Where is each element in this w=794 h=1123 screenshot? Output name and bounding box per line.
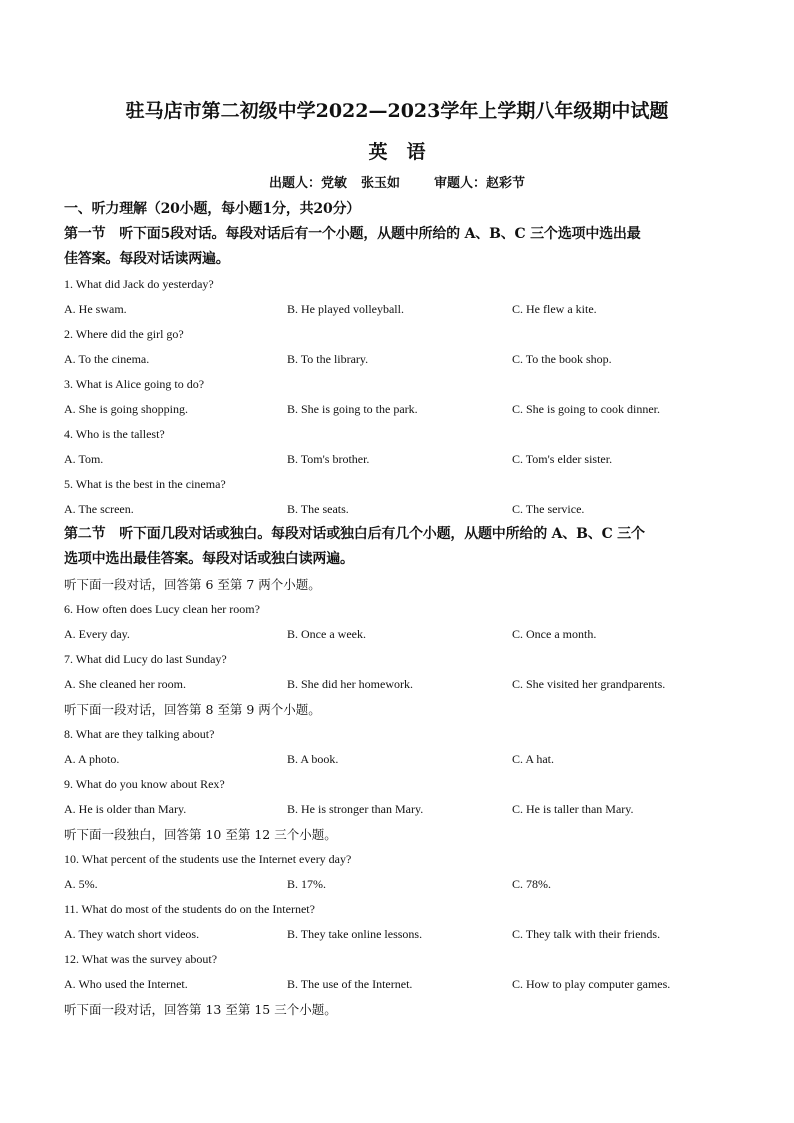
option-b: B. To the library. [287, 352, 369, 366]
option-a: A. He swam. [64, 302, 127, 316]
option-c: C. Tom's elder sister. [512, 452, 613, 466]
question-stem: 9. What do you know about Rex? [64, 777, 225, 791]
question-stem: 6. How often does Lucy clean her room? [64, 602, 260, 616]
section-heading: 选项中选出最佳答案。每段对话或独白读两遍。 [64, 551, 354, 567]
option-b: B. He is stronger than Mary. [287, 802, 424, 816]
option-c: C. She visited her grandparents. [512, 677, 666, 691]
option-a: A. To the cinema. [64, 352, 150, 366]
question-stem: 5. What is the best in the cinema? [64, 477, 226, 491]
option-b: B. They take online lessons. [287, 927, 423, 941]
setter-label: 出题人：党敏 [268, 176, 347, 191]
authors-line [0, 172, 794, 191]
listening-instruction: 听下面一段独白，回答第 10 至第 12 三个小题。 [64, 827, 337, 842]
section-heading: 一、听力理解（20小题，每小题1分，共20分） [64, 201, 361, 217]
listening-instruction: 听下面一段对话，回答第 13 至第 15 三个小题。 [64, 1002, 337, 1017]
question-stem: 7. What did Lucy do last Sunday? [64, 652, 227, 666]
option-a: A. Who used the Internet. [64, 977, 188, 991]
option-c: C. He is taller than Mary. [512, 802, 634, 816]
options-row [64, 747, 736, 772]
reviewer-label: 审题人：赵彩节 [434, 176, 526, 191]
section-heading: 第一节 听下面5段对话。每段对话后有一个小题，从题中所给的 A、B、C 三个选项中选出最 [64, 226, 641, 242]
option-c: C. She is going to cook dinner. [512, 402, 660, 416]
option-b: B. She is going to the park. [287, 402, 418, 416]
options-row [64, 972, 736, 997]
option-a: A. Every day. [64, 627, 130, 641]
options-row [64, 872, 736, 897]
section-heading: 第二节 听下面几段对话或独白。每段对话或独白后有几个小题，从题中所给的 A、B、C 三个 [64, 526, 645, 542]
option-c: C. To the book shop. [512, 352, 612, 366]
question-stem: 8. What are they talking about? [64, 727, 215, 741]
options-row [64, 447, 736, 472]
option-c: C. How to play computer games. [512, 977, 671, 991]
options-row [64, 497, 736, 522]
option-b: B. She did her homework. [287, 677, 413, 691]
options-row [64, 922, 736, 947]
question-stem: 3. What is Alice going to do? [64, 377, 205, 391]
option-b: B. 17%. [287, 877, 326, 891]
question-stem: 1. What did Jack do yesterday? [64, 277, 214, 291]
option-a: A. She is going shopping. [64, 402, 189, 416]
question-stem: 4. Who is the tallest? [64, 427, 165, 441]
option-a: A. He is older than Mary. [64, 802, 187, 816]
options-row [64, 797, 736, 822]
subject-title: 英 语 [368, 141, 426, 163]
exam-title: 驻马店市第二初级中学2022—2023学年上学期八年级期中试题 [125, 100, 669, 122]
question-stem: 11. What do most of the students do on the Internet? [64, 902, 315, 916]
question-stem: 12. What was the survey about? [64, 952, 218, 966]
options-row [64, 297, 736, 322]
option-b: B. The use of the Internet. [287, 977, 413, 991]
options-row [64, 397, 736, 422]
option-a: A. Tom. [64, 452, 104, 466]
option-a: A. The screen. [64, 502, 134, 516]
option-c: C. The service. [512, 502, 585, 516]
option-c: C. They talk with their friends. [512, 927, 661, 941]
options-row [64, 672, 736, 697]
listening-instruction: 听下面一段对话，回答第 8 至第 9 两个小题。 [64, 702, 321, 717]
option-b: B. A book. [287, 752, 339, 766]
listening-instruction: 听下面一段对话，回答第 6 至第 7 两个小题。 [64, 577, 321, 592]
option-b: B. Once a week. [287, 627, 366, 641]
exam-content [64, 197, 736, 1022]
option-a: A. They watch short videos. [64, 927, 200, 941]
options-row [64, 347, 736, 372]
option-c: C. A hat. [512, 752, 555, 766]
option-c: C. He flew a kite. [512, 302, 597, 316]
option-a: A. A photo. [64, 752, 120, 766]
option-b: B. The seats. [287, 502, 349, 516]
option-a: A. She cleaned her room. [64, 677, 186, 691]
option-c: C. Once a month. [512, 627, 597, 641]
question-stem: 10. What percent of the students use the Internet every day? [64, 852, 352, 866]
option-a: A. 5%. [64, 877, 98, 891]
section-heading: 佳答案。每段对话读两遍。 [64, 251, 230, 267]
options-row [64, 622, 736, 647]
option-c: C. 78%. [512, 877, 551, 891]
option-b: B. He played volleyball. [287, 302, 404, 316]
option-b: B. Tom's brother. [287, 452, 370, 466]
question-stem: 2. Where did the girl go? [64, 327, 184, 341]
setter-second: 张玉如 [360, 176, 400, 191]
